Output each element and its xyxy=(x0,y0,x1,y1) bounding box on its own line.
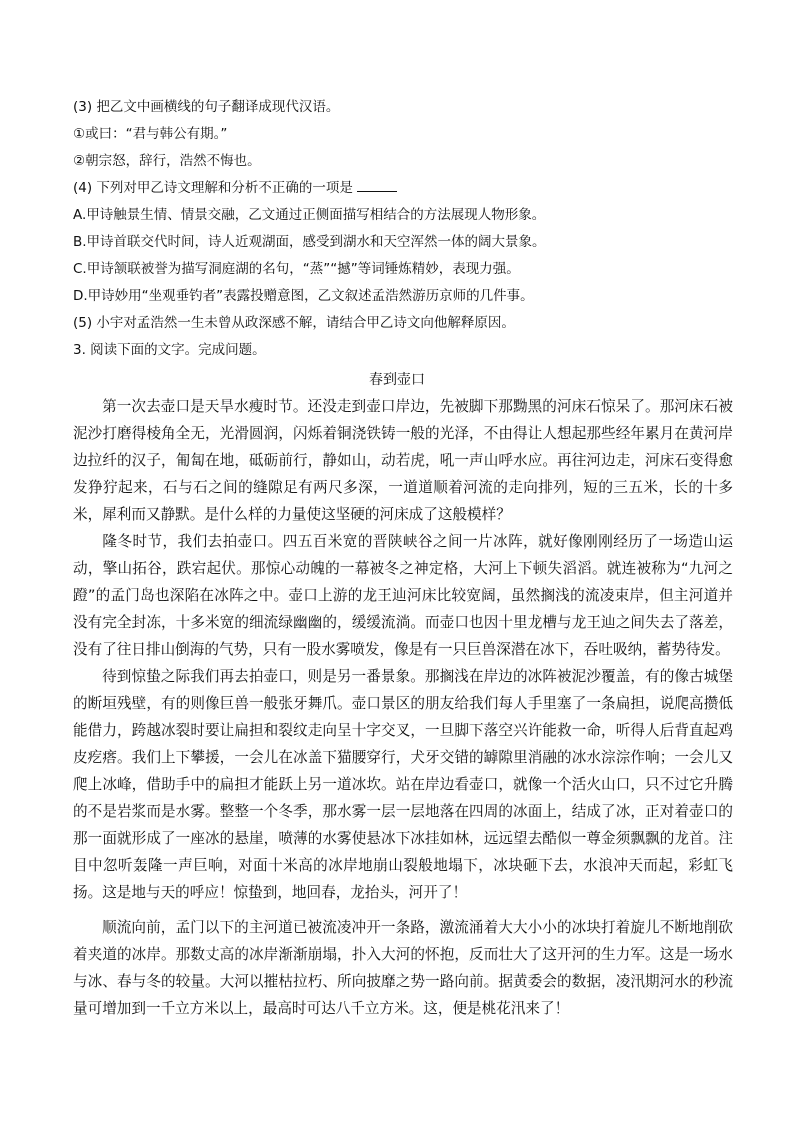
article-paragraph-3 xyxy=(73,663,733,906)
paragraph-2-text: 隆冬时节，我们去拍壶口。四五百米宽的晋陕峡谷之间一片冰阵，就好像刚刚经历了一场造山运动，擎山拓谷，跌宕起伏。那惊心动魄的一幕被冬之神定格，大河上下顿失滔滔。就连被称为“九河之蹬”的孟门岛也深陷在冰阵之中。壶口上游的龙王辿河床比较宽阔，虽然搁浅的流凌束岸，但主河道并没有完全封冻，十多米宽的细流绿幽幽的，缓缓流淌。而壶口也因十里龙槽与龙王辿之间失去了落差，没有了往日排山倒海的气势，只有一股水雾喷发，像是有一只巨兽深潜在冰下，吞吐吸纳，蓄势待发。 xyxy=(73,533,733,658)
question-4-option-a: A.甲诗触景生情、情景交融，乙文通过正侧面描写相结合的方法展现人物形象。 xyxy=(73,207,546,223)
question-3-item-1: ①或曰：“君与韩公有期。” xyxy=(73,126,228,142)
article-title: 春到壶口 xyxy=(369,372,425,388)
paragraph-1-text: 第一次去壶口是天旱水瘦时节。还没走到壶口岸边，先被脚下那黝黑的河床石惊呆了。那河床石被泥沙打磨得棱角全无，光滑圆润，闪烁着铜浇铁铸一般的光泽，不由得让人想起那些经年累月在黄河岸边拉纤的汉子，匍匐在地，砥砺前行，静如山，动若虎，吼一声山呼水应。再往河边走，河床石变得愈发狰狞起来，石与石之间的缝隙足有两尺多深，一道道顺着河流的走向排列，短的三五米，长的十多米，犀利而又静默。是什么样的力量使这坚硬的河床成了这般模样？ xyxy=(73,398,733,523)
question-4 xyxy=(73,178,397,198)
article-paragraph-2 xyxy=(73,528,733,663)
question-4-option-c: C.甲诗颔联被誉为描写洞庭湖的名句，“蒸”“撼”等词锤炼精妙，表现力强。 xyxy=(73,261,520,277)
question-4-option-d: D.甲诗妙用“坐观垂钓者”表露投赠意图，乙文叙述孟浩然游历京师的几件事。 xyxy=(73,288,534,304)
section-3-heading: 3. 阅读下面的文字。完成问题。 xyxy=(73,342,266,358)
answer-blank xyxy=(357,179,397,192)
paragraph-3-text: 待到惊蛰之际我们再去拍壶口，则是另一番景象。那搁浅在岸边的冰阵被泥沙覆盖，有的像古城堡的断垣残壁，有的则像巨兽一般张牙舞爪。壶口景区的朋友给我们每人手里塞了一条扁担，说爬高攒低能借力，跨越冰裂时要让扁担和裂纹走向呈十字交叉，一旦脚下落空兴许能救一命，听得人后背直起鸡皮疙瘩。我们上下攀援，一会儿在冰盖下猫腰穿行，犬牙交错的罅隙里消融的冰水淙淙作响；一会儿又爬上冰峰，借助手中的扁担才能跃上另一道冰坎。站在岸边看壶口，就像一个活火山口，只不过它升腾的不是岩浆而是水雾。整整一个冬季，那水雾一层一层地落在四周的冰面上，结成了冰，正对着壶口的那一面就形成了一座冰的悬崖，喷薄的水雾使悬冰下冰挂如林，远远望去酷似一尊金须飘飘的龙首。注目中忽听轰隆一声巨响，对面十米高的冰岸地崩山裂般地塌下，冰块砸下去，水浪冲天而起，彩虹飞扬。这是地与天的呼应！惊蛰到，地回春，龙抬头，河开了！ xyxy=(73,668,733,901)
question-3-item-2: ②朝宗怒，辞行，浩然不悔也。 xyxy=(73,153,261,169)
question-4-text: (4) 下列对甲乙诗文理解和分析不正确的一项是 xyxy=(73,180,353,196)
article-paragraph-1 xyxy=(73,393,733,528)
question-3: (3) 把乙文中画横线的句子翻译成现代汉语。 xyxy=(73,99,340,115)
paragraph-4-text: 顺流向前，孟门以下的主河道已被流凌冲开一条路，激流涌着大大小小的冰块打着旋儿不断地削砍着夹道的冰岸。那数丈高的冰岸渐渐崩塌，扑入大河的怀抱，反而壮大了这开河的生力军。这是一场水与冰、春与冬的较量。大河以摧枯拉朽、所向披靡之势一路向前。据黄委会的数据，凌汛期河水的秒流量可增加到一千立方米以上，最高时可达八千立方米。这，便是桃花汛来了！ xyxy=(73,919,733,1017)
article-paragraph-4 xyxy=(73,914,733,1022)
question-5: (5) 小宇对孟浩然一生未曾从政深感不解，请结合甲乙诗文向他解释原因。 xyxy=(73,315,515,331)
question-4-option-b: B.甲诗首联交代时间，诗人近观湖面，感受到湖水和天空浑然一体的阔大景象。 xyxy=(73,234,546,250)
